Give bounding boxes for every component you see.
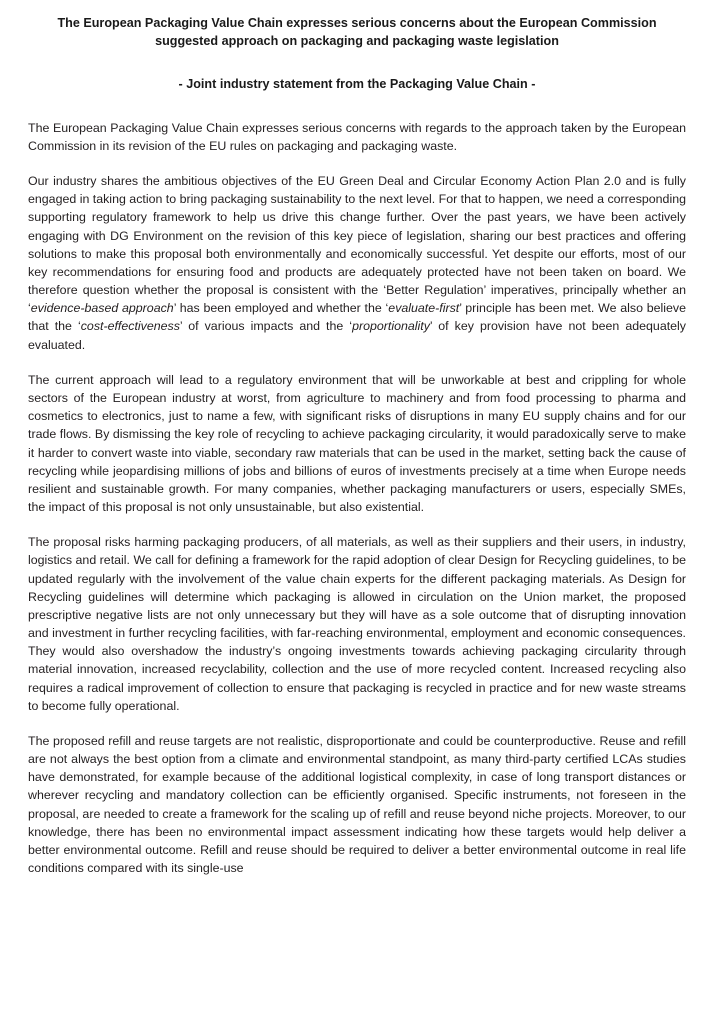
document-body [28,119,686,878]
paragraph-1: The European Packaging Value Chain expresses serious concerns with regards to the approach taken by the European Commission in its revision of the EU rules on packaging and packaging waste. [28,120,686,153]
paragraph-4: The proposal risks harming packaging producers, of all materials, as well as their suppliers and their users, in industry, logistics and retail. We call for defining a framework for the rapid adoption of clear Design for Recycling guidelines, to be updated regularly with the involvement of the value chain experts for the different packaging materials. As Design for Recycling guidelines will determine which packaging is allowed in circulation on the Union market, the proposed prescriptive negative lists are not only unnecessary but they will have as a sole outcome that of disrupting innovation and investment in further recycling facilities, with far-reaching environmental, employment and economic consequences. They would also overshadow the industry’s ongoing investments towards achieving packaging circularity through material innovation, increased recyclability, collection and the use of more recycled content. Increased recycling also requires a radical improvement of collection to ensure that packaging is recycled in practice and for new waste streams to become fully operational. [28,535,686,713]
page-subtitle: - Joint industry statement from the Packaging Value Chain - [178,76,536,91]
page-title: The European Packaging Value Chain expresses serious concerns about the European Commission suggested approach on packaging and packaging waste legislation [57,16,657,49]
paragraph-3: The current approach will lead to a regulatory environment that will be unworkable at best and crippling for whole sectors of the European industry at worst, from agriculture to machinery and from food processing to pharma and cosmetics to electronics, just to name a few, with significant risks of disruptions in many EU supply chains and for our trade flows. By dismissing the key role of recycling to achieve packaging circularity, it would paradoxically serve to make it harder to convert waste into viable, secondary raw materials that can be used in the market, setting back the cause of recycling while jeopardising millions of jobs and billions of euros of investments precisely at a time when Europe needs resilient and sustainable growth. For many companies, whether packaging manufacturers or users, especially SMEs, the impact of this proposal is not only unsustainable, but also existential. [28,372,686,515]
title-block [28,14,686,93]
paragraph-2: Our industry shares the ambitious objectives of the EU Green Deal and Circular Economy Action Plan 2.0 and is fully engaged in taking action to bring packaging sustainability to the next level. For that to happen, we need a corresponding supporting regulatory framework to help us drive this change further. Over the past years, we have been actively engaging with DG Environment on the revision of this key piece of legislation, sharing our best practices and offering solutions to make this proposal both environmentally and economically successful. Yet despite our efforts, most of our key recommendations for ensuring food and products are adequately protected have not been taken on board. We therefore question whether the proposal is consistent with the ‘Better Regulation’ imperatives, principally whether an ‘evidence-based approach’ has been employed and whether the ‘evaluate-first’ principle has been met. We also believe that the ‘cost-effectiveness’ of various impacts and the ‘proportionality’ of key provision have not been adequately evaluated. [28,174,686,352]
paragraph-5: The proposed refill and reuse targets are not realistic, disproportionate and could be counterproductive. Reuse and refill are not always the best option from a climate and environmental standpoint, as many third-party certified LCAs studies have demonstrated, for example because of the additional logistical complexity, in case of long transport distances or wherever recycling and mandatory collection can be efficiently organised. Specific instruments, not foreseen in the proposal, are needed to create a framework for the scaling up of refill and reuse beyond niche projects. Moreover, to our knowledge, there has been no environmental impact assessment indicating how these targets would help deliver a better environmental outcome. Refill and reuse should be required to deliver a better environmental outcome in real life conditions compared with its single-use [28,733,686,876]
